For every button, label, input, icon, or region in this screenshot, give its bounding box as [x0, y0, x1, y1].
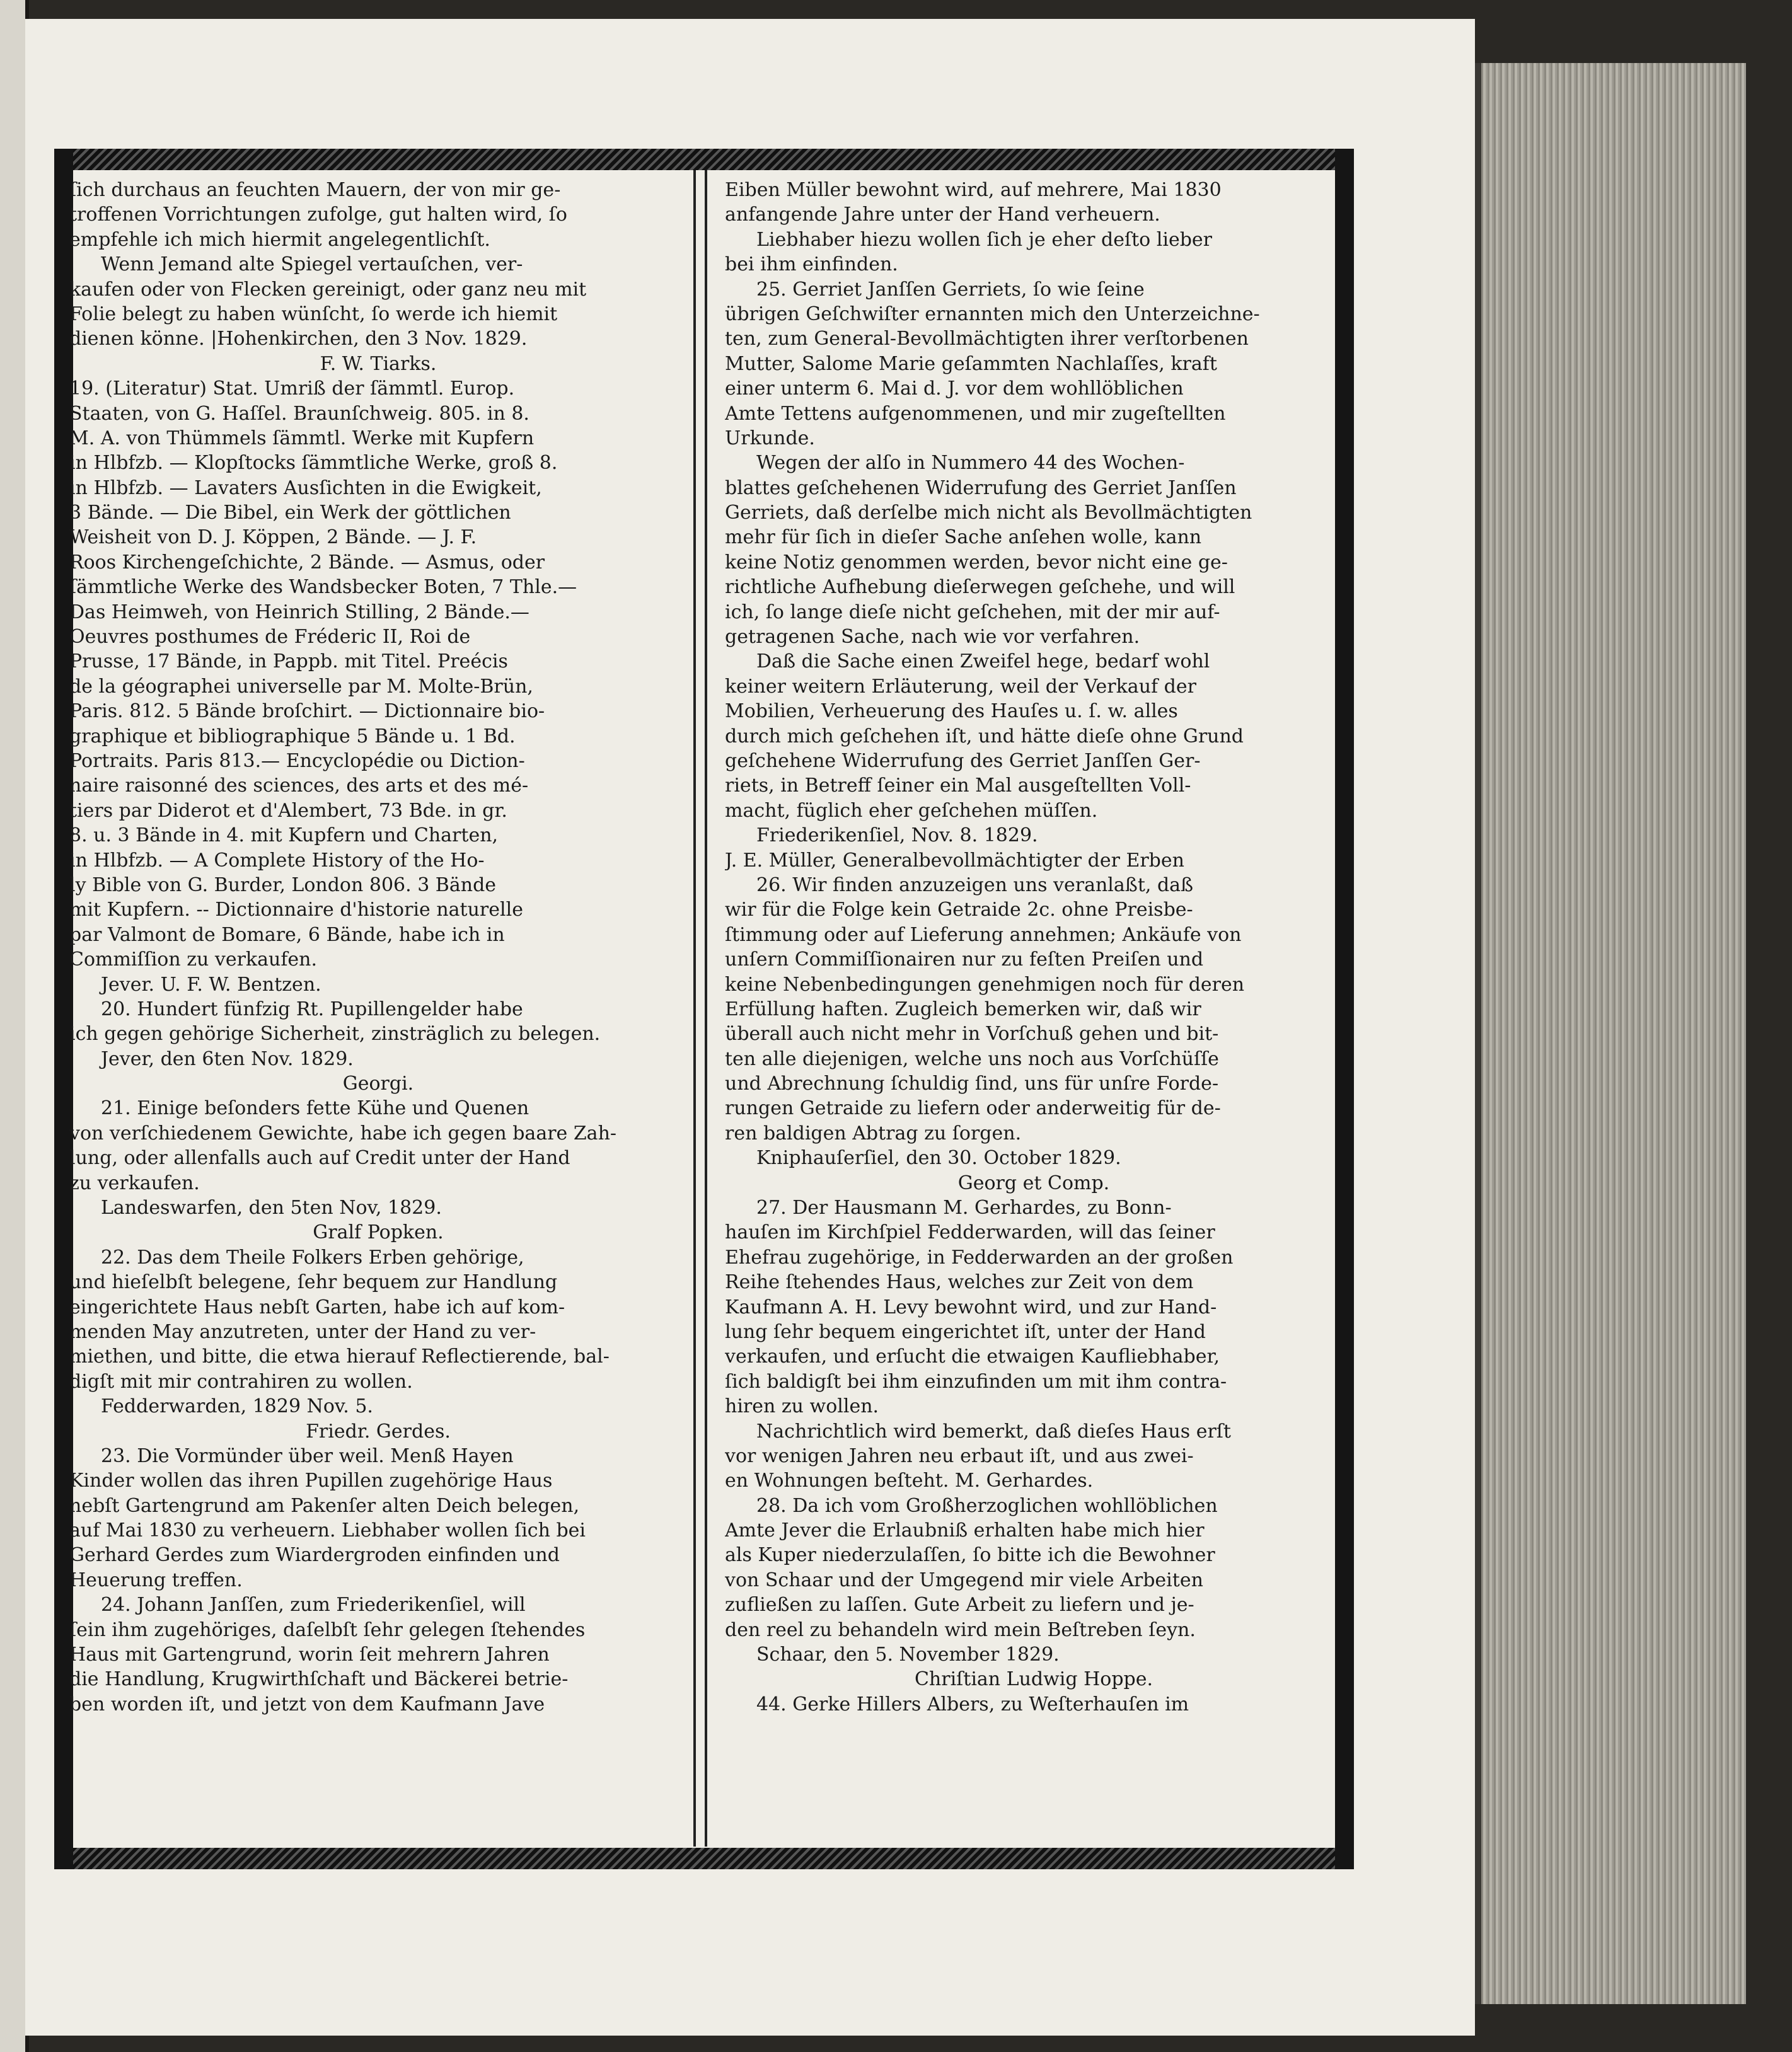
text-line: 28. Da ich vom Großherzoglichen wohllöblichen	[756, 1494, 1218, 1517]
text-line: 26. Wir finden anzuzeigen uns veranlaßt, daß	[756, 873, 1194, 896]
text-line: mehr für ſich in dieſer Sache anſehen wolle, kann	[725, 526, 1202, 549]
text-line: Nachrichtlich wird bemerkt, daß dieſes Haus erſt	[756, 1420, 1231, 1443]
text-line: lung, oder allenfalls auch auf Credit unter der Hand	[69, 1147, 570, 1170]
book-page-edges	[1475, 63, 1746, 2004]
decorative-rule-top	[54, 149, 1354, 170]
text-line: keine Notiz genommen werden, bevor nicht eine ge-	[725, 551, 1228, 574]
text-line: Reihe ſtehendes Haus, welches zur Zeit von dem	[725, 1271, 1194, 1294]
text-line: Kinder wollen das ihren Pupillen zugehörige Haus	[69, 1470, 553, 1492]
text-line: Oeuvres posthumes de Fréderic II, Roi de	[69, 626, 471, 648]
text-line: keiner weitern Erläuterung, weil der Verkauf der	[725, 675, 1196, 698]
text-line: von verſchiedenem Gewichte, habe ich gegen baare Zah-	[69, 1122, 617, 1144]
text-line: par Valmont de Bomare, 6 Bände, habe ich in	[69, 923, 505, 946]
text-line: Paris. 812. 5 Bände broſchirt. — Dictionnaire bio-	[69, 700, 545, 723]
text-line: Liebhaber hiezu wollen ſich je eher deſto lieber	[756, 228, 1213, 251]
text-line: lung ſehr bequem eingerichtet iſt, unter der Hand	[725, 1320, 1206, 1343]
text-line: ten, zum General-Bevollmächtigten ihrer verſtorbenen	[725, 328, 1249, 350]
text-line: rungen Getraide zu liefern oder anderweitig für de-	[725, 1097, 1221, 1120]
text-line: Prusse, 17 Bände, in Pappb. mit Titel. Preécis	[69, 650, 508, 673]
text-line: zu verkaufen.	[69, 1172, 200, 1194]
text-line: bei ihm einfinden.	[725, 253, 898, 276]
text-line: tiers par Diderot et d'Alembert, 73 Bde. in gr.	[69, 799, 507, 822]
text-line: ren baldigen Abtrag zu ſorgen.	[725, 1122, 1022, 1144]
text-line: ſtimmung oder auf Lieferung annehmen; Ankäufe von	[725, 923, 1242, 946]
text-line: Kniphauſerſiel, den 30. October 1829.	[756, 1147, 1121, 1170]
text-line: in Hlbfzb. — Klopſtocks ſämmtliche Werke, groß 8.	[69, 452, 558, 475]
text-line: Folie belegt zu haben wünſcht, ſo werde ich hiemit	[69, 303, 558, 325]
text-line: macht, füglich eher geſchehen müſſen.	[725, 799, 1098, 822]
text-line: überall auch nicht mehr in Vorſchuß gehen und bit-	[725, 1023, 1219, 1046]
text-line: empfehle ich mich hiermit angelegentlichſt.	[69, 228, 490, 251]
text-line: den reel zu behandeln wird mein Beſtreben ſeyn.	[725, 1618, 1196, 1641]
text-line: getragenen Sache, nach wie vor verfahren.	[725, 626, 1140, 648]
text-line: ly Bible von G. Burder, London 806. 3 Bände	[69, 873, 497, 896]
text-line: Amte Jever die Erlaubniß erhalten habe mich hier	[725, 1519, 1205, 1542]
text-line: 19. (Literatur) Stat. Umriß der ſämmtl. Europ.	[69, 378, 515, 400]
text-line: naire raisonné des sciences, des arts et des mé-	[69, 775, 529, 797]
text-line: zufließen zu laſſen. Gute Arbeit zu liefern und je-	[725, 1594, 1194, 1617]
text-column-right	[725, 178, 1343, 1717]
text-line: einer unterm 6. Mai d. J. vor dem wohllöblichen	[725, 378, 1184, 400]
text-line: Daß die Sache einen Zweifel hege, bedarf wohl	[756, 650, 1210, 673]
text-line: ich gegen gehörige Sicherheit, zinsträglich zu belegen.	[69, 1023, 601, 1046]
text-line: 22. Das dem Theile Folkers Erben gehörige,	[101, 1246, 524, 1269]
text-line: Gralf Popken.	[313, 1221, 444, 1244]
text-line: Das Heimweh, von Heinrich Stilling, 2 Bände.—	[69, 601, 529, 623]
text-line: menden May anzutreten, unter der Hand zu ver-	[69, 1320, 536, 1343]
text-line: dienen könne. |Hohenkirchen, den 3 Nov. 1829.	[69, 328, 528, 350]
text-line: Kaufmann A. H. Levy bewohnt wird, und zur Hand-	[725, 1296, 1217, 1318]
text-line: in Hlbfzb. — A Complete History of the Ho-	[69, 849, 485, 872]
text-line: Mutter, Salome Marie geſammten Nachlaſſes, kraft	[725, 352, 1217, 375]
text-line: 44. Gerke Hillers Albers, zu Weſterhauſen im	[756, 1693, 1189, 1715]
text-line: Commiſſion zu verkaufen.	[69, 948, 318, 971]
text-line: Gerhard Gerdes zum Wiardergroden einfinden und	[69, 1544, 560, 1567]
text-line: 25. Gerriet Janſſen Gerriets, ſo wie ſeine	[756, 278, 1145, 301]
text-line: blattes geſchehenen Widerrufung des Gerriet Janſſen	[725, 476, 1237, 499]
text-line: 20. Hundert fünfzig Rt. Pupillengelder habe	[101, 998, 523, 1020]
text-line: ſich baldigſt bei ihm einzufinden um mit ihm contra-	[725, 1370, 1227, 1393]
text-line: hauſen im Kirchſpiel Fedderwarden, will das ſeiner	[725, 1221, 1215, 1244]
text-line: Friedr. Gerdes.	[306, 1420, 451, 1443]
text-line: keine Nebenbedingungen genehmigen noch für deren	[725, 973, 1245, 996]
text-line: unſern Commiſſionairen nur zu feſten Preiſen und	[725, 948, 1204, 971]
text-line: Heuerung treffen.	[69, 1569, 243, 1591]
text-line: J. E. Müller, Generalbevollmächtigter der Erben	[725, 849, 1184, 872]
text-line: Fedderwarden, 1829 Nov. 5.	[101, 1395, 373, 1418]
text-line: de la géographei universelle par M. Molte-Brün,	[69, 675, 533, 698]
text-line: Jever. U. F. W. Bentzen.	[101, 973, 321, 996]
text-line: 8. u. 3 Bände in 4. mit Kupfern und Charten,	[69, 824, 499, 847]
text-line: wir für die Folge kein Getraide 2c. ohne Preisbe-	[725, 899, 1193, 921]
text-line: miethen, und bitte, die etwa hierauf Reflectierende, bal-	[69, 1346, 610, 1368]
text-line: Eiben Müller bewohnt wird, auf mehrere, Mai 1830	[725, 179, 1222, 201]
text-line: vor wenigen Jahren neu erbaut iſt, und aus zwei-	[725, 1444, 1194, 1467]
text-line: Wegen der alſo in Nummero 44 des Wochen-	[756, 452, 1185, 475]
text-line: M. A. von Thümmels ſämmtl. Werke mit Kupfern	[69, 427, 535, 449]
text-line: Portraits. Paris 813.— Encyclopédie ou Diction-	[69, 749, 525, 772]
text-line: Urkunde.	[725, 427, 815, 449]
text-line: Schaar, den 5. November 1829.	[756, 1644, 1060, 1666]
text-line: anfangende Jahre unter der Hand verheuern.	[725, 204, 1160, 226]
text-line: auf Mai 1830 zu verheuern. Liebhaber wollen ſich bei	[69, 1519, 586, 1542]
text-line: nebſt Gartengrund am Pakenſer alten Deich belegen,	[69, 1494, 580, 1517]
text-line: Jever, den 6ten Nov. 1829.	[101, 1047, 354, 1070]
text-line: Landeswarfen, den 5ten Nov, 1829.	[101, 1197, 442, 1219]
column-divider	[693, 170, 707, 1847]
text-line: Friederikenſiel, Nov. 8. 1829.	[756, 824, 1038, 847]
text-line: ſich durchaus an feuchten Mauern, der von mir ge-	[69, 179, 561, 201]
text-line: Amte Tettens aufgenommenen, und mir zugeſtellten	[725, 402, 1226, 425]
text-line: Wenn Jemand alte Spiegel vertauſchen, ver-	[101, 253, 523, 276]
text-line: Ehefrau zugehörige, in Fedderwarden an der großen	[725, 1246, 1234, 1269]
text-line: kaufen oder von Flecken gereinigt, oder ganz neu mit	[69, 278, 587, 301]
text-line: Staaten, von G. Haſſel. Braunſchweig. 805. in 8.	[69, 402, 529, 425]
text-line: 21. Einige beſonders fette Kühe und Quenen	[101, 1097, 529, 1120]
text-line: und Abrechnung ſchuldig ſind, uns für unſre Forde-	[725, 1073, 1219, 1095]
text-line: in Hlbfzb. — Lavaters Ausſichten in die Ewigkeit,	[69, 476, 542, 499]
text-line: ſämmtliche Werke des Wandsbecker Boten, 7 Thle.—	[69, 576, 577, 599]
text-line: mit Kupfern. -- Dictionnaire d'historie naturelle	[69, 899, 523, 921]
text-line: ich, ſo lange dieſe nicht geſchehen, mit der mir auf-	[725, 601, 1220, 623]
text-line: eingerichtete Haus nebſt Garten, habe ich auf kom-	[69, 1296, 565, 1318]
decorative-rule-bottom	[54, 1848, 1354, 1869]
text-line: 24. Johann Janſſen, zum Friederikenſiel, will	[101, 1594, 526, 1617]
text-line: Georgi.	[342, 1073, 414, 1095]
text-line: en Wohnungen beſteht. M. Gerhardes.	[725, 1470, 1094, 1492]
text-line: Gerriets, daß derſelbe mich nicht als Bevollmächtigten	[725, 502, 1252, 524]
text-line: ben worden iſt, und jetzt von dem Kaufmann Jave	[69, 1693, 545, 1715]
text-line: riets, in Betreff ſeiner ein Mal ausgeſtellten Voll-	[725, 775, 1191, 797]
text-line: troffenen Vorrichtungen zufolge, gut halten wird, ſo	[69, 204, 567, 226]
text-line: 27. Der Hausmann M. Gerhardes, zu Bonn-	[756, 1197, 1172, 1219]
text-line: F. W. Tiarks.	[320, 352, 437, 375]
text-line: Mobilien, Verheuerung des Hauſes u. ſ. w. alles	[725, 700, 1178, 723]
text-line: übrigen Geſchwiſter ernannten mich den Unterzeichne-	[725, 303, 1260, 325]
text-line: 23. Die Vormünder über weil. Menß Hayen	[101, 1444, 514, 1467]
text-line: hiren zu wollen.	[725, 1395, 879, 1418]
text-line: geſchehene Widerrufung des Gerriet Janſſen Ger-	[725, 749, 1201, 772]
text-line: Haus mit Gartengrund, worin ſeit mehrern Jahren	[69, 1644, 550, 1666]
text-line: ſein ihm zugehöriges, daſelbſt ſehr gelegen ſtehendes	[69, 1618, 586, 1641]
text-line: ten alle diejenigen, welche uns noch aus Vorſchüſſe	[725, 1047, 1219, 1070]
text-line: digſt mit mir contrahiren zu wollen.	[69, 1370, 413, 1393]
text-line: Chriſtian Ludwig Hoppe.	[914, 1668, 1153, 1691]
text-line: von Schaar und der Umgegend mir viele Arbeiten	[725, 1569, 1203, 1591]
text-line: richtliche Aufhebung dieſerwegen geſchehe, und will	[725, 576, 1235, 599]
text-line: 3 Bände. — Die Bibel, ein Werk der göttlichen	[69, 502, 511, 524]
text-line: Erfüllung haften. Zugleich bemerken wir, daß wir	[725, 998, 1201, 1020]
text-line: Roos Kirchengeſchichte, 2 Bände. — Asmus, oder	[69, 551, 545, 574]
text-line: als Kuper niederzulaſſen, ſo bitte ich die Bewohner	[725, 1544, 1215, 1567]
text-line: und hieſelbſt belegene, ſehr bequem zur Handlung	[69, 1271, 558, 1294]
text-line: durch mich geſchehen iſt, und hätte dieſe ohne Grund	[725, 725, 1244, 747]
text-line: Weisheit von D. J. Köppen, 2 Bände. — J. F.	[69, 526, 477, 549]
text-line: Georg et Comp.	[957, 1172, 1110, 1194]
text-line: graphique et bibliographique 5 Bände u. 1 Bd.	[69, 725, 516, 747]
text-line: die Handlung, Krugwirthſchaft und Bäckerei betrie-	[69, 1668, 569, 1691]
text-column-left	[69, 178, 687, 1717]
text-line: verkaufen, und erſucht die etwaigen Kaufliebhaber,	[725, 1346, 1220, 1368]
